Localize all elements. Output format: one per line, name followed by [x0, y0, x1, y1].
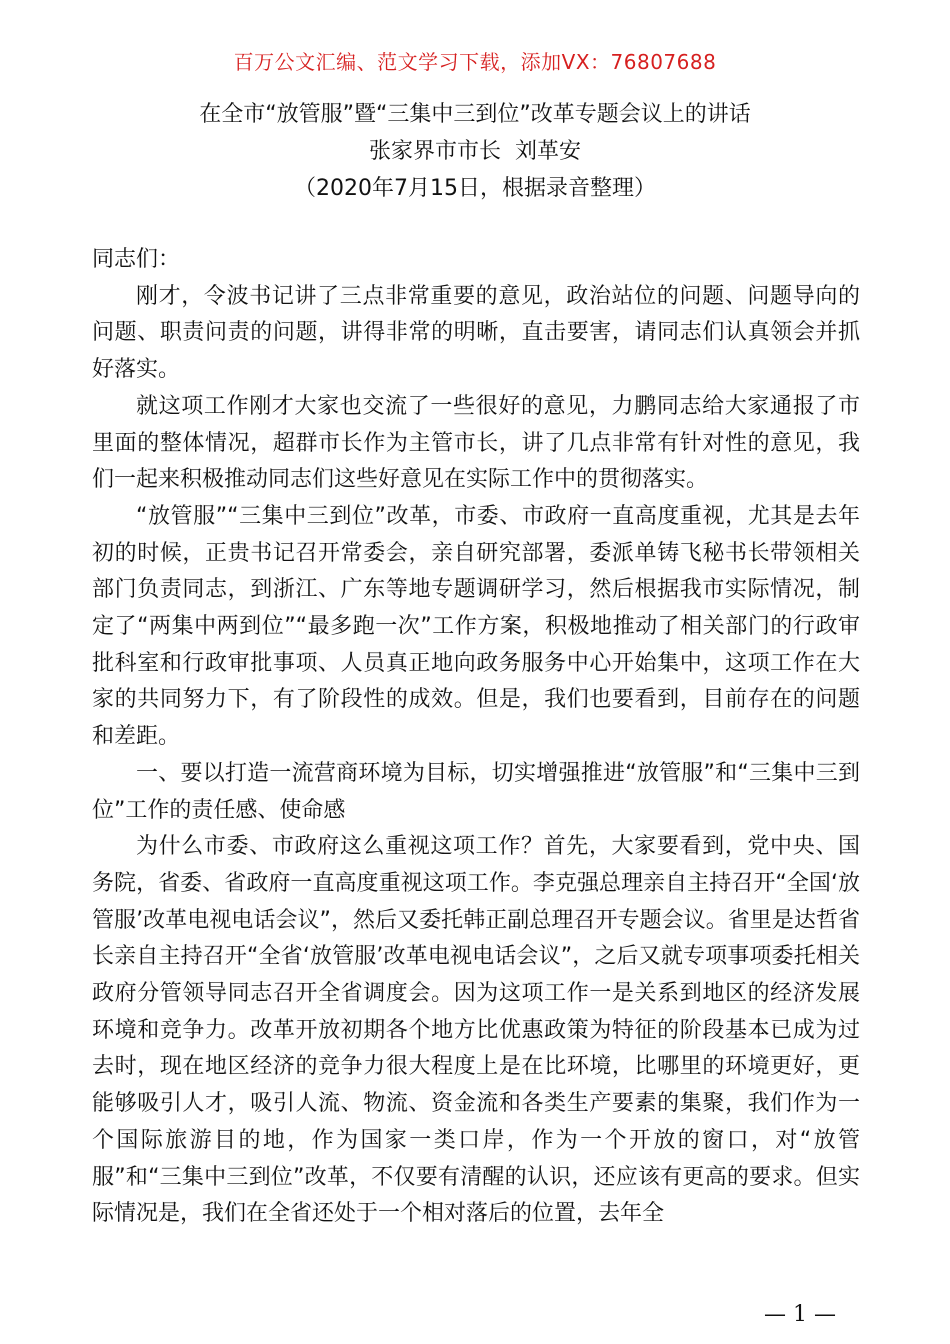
paragraph: 为什么市委、市政府这么重视这项工作？首先，大家要看到，党中央、国务院，省委、省政府一直高度重视这项工作。李克强总理亲自主持召开“全国‘放管服’改革电视电话会议”，然后又委托韩正副总理召开专题会议。省里是达哲省长亲自主持召开“全省‘放管服’改革电视电话会议”，之后又就专项事项委托相关政府分管领导同志召开全省调度会。因为这项工作一是关系到地区的经济发展环境和竞争力。改革开放初期各个地方比优惠政策为特征的阶段基本已成为过去时，现在地区经济的竞争力很大程度上是在比环境，比哪里的环境更好，更能够吸引人才，吸引人流、物流、资金流和各类生产要素的集聚，我们作为一个国际旅游目的地，作为国家一类口岸，作为一个开放的窗口，对“放管服”和“三集中三到位”改革，不仅要有清醒的认识，还应该有更高的要求。但实际情况是，我们在全省还处于一个相对落后的位置，去年全	[92, 834, 860, 1227]
section-heading: 一、要以打造一流营商环境为目标，切实增强推进“放管服”和“三集中三到位”工作的责任感、使命感	[92, 760, 860, 823]
date-note: （2020年7月15日，根据录音整理）	[294, 176, 656, 201]
page-number: — 1 —	[764, 1302, 836, 1327]
paragraph: “放管服”“三集中三到位”改革，市委、市政府一直高度重视，尤其是去年初的时候，正贵书记召开常委会，亲自研究部署，委派单铸飞秘书长带领相关部门负责同志，到浙江、广东等地专题调研学习，然后根据我市实际情况，制定了“两集中两到位”“最多跑一次”工作方案，积极地推动了相关部门的行政审批科室和行政审批事项、人员真正地向政务服务中心开始集中，这项工作在大家的共同努力下，有了阶段性的成效。但是，我们也要看到，目前存在的问题和差距。	[92, 503, 860, 750]
salutation: 同志们：	[92, 247, 181, 272]
speaker-line: 张家界市市长 刘革安	[369, 139, 581, 164]
page-title: 在全市“放管服”暨“三集中三到位”改革专题会议上的讲话	[199, 102, 751, 127]
document-body	[92, 242, 860, 1233]
title-block	[0, 96, 950, 207]
paragraph: 刚才，令波书记讲了三点非常重要的意见，政治站位的问题、问题导向的问题、职责问责的问题，讲得非常的明晰，直击要害，请同志们认真领会并抓好落实。	[92, 283, 860, 383]
paragraph: 就这项工作刚才大家也交流了一些很好的意见，力鹏同志给大家通报了市里面的整体情况，超群市长作为主管市长，讲了几点非常有针对性的意见，我们一起来积极推动同志们这些好意见在实际工作中的贯彻落实。	[92, 393, 860, 493]
watermark-text: 百万公文汇编、范文学习下载，添加VX：76807688	[233, 50, 717, 74]
